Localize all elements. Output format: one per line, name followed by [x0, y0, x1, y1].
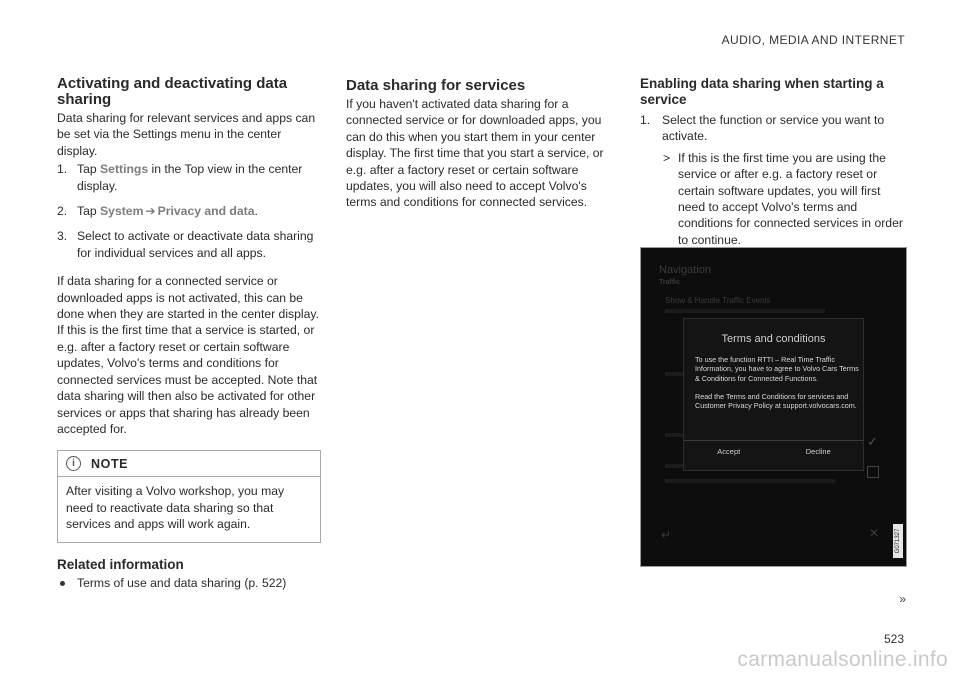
- info-paragraph: If data sharing for a connected service or downloaded apps is not activated, this can be done when they are started in the center display. If this is the first time that a service is started, or e.g. after a factory reset or certain software updates, Volvo's terms and conditions for connected services must be accepted. Note that data sharing will then also be activated for other services or apps that sharing has already been accepted for.: [57, 274, 319, 436]
- terms-dialog: [683, 318, 864, 471]
- column-activating: [57, 76, 321, 591]
- step-3: 3. Select to activate or deactivate data sharing for individual services and all apps.: [57, 229, 314, 260]
- bullet-icon: [60, 581, 65, 586]
- column-enabling: [640, 76, 908, 248]
- bg-subheading: Traffic: [659, 279, 681, 286]
- note-title: NOTE: [91, 456, 129, 471]
- section-title-activating: Activating and deactivating data sharing: [57, 75, 288, 108]
- image-code-label: G071327: [893, 524, 903, 558]
- enabling-steps: [640, 112, 908, 248]
- steps-list: [57, 161, 321, 261]
- page-number: 523: [883, 632, 904, 646]
- section-header: AUDIO, MEDIA AND INTERNET: [721, 33, 905, 47]
- watermark: carmanualsonline.info: [737, 648, 948, 671]
- step-1: 1. Tap Settings in the Top view in the center display.: [57, 162, 303, 193]
- next-page-icon: »: [899, 592, 904, 606]
- system-ui-label: System: [100, 204, 144, 219]
- settings-ui-label: Settings: [100, 162, 149, 177]
- dialog-separator: [684, 440, 863, 441]
- step-result: > If this is the first time you are using the service or after e.g. a factory reset or certain software updates, you will first need to accept Volvo's terms and conditions for connected services in order to continue.: [663, 150, 903, 247]
- related-title: Related information: [57, 556, 184, 572]
- info-icon: i: [66, 456, 81, 471]
- checkbox-icon: [867, 466, 879, 478]
- privacy-ui-label: Privacy and data: [157, 204, 255, 219]
- note-box: [57, 450, 321, 542]
- enabling-step-1: 1. Select the function or service you want to activate.: [640, 113, 885, 144]
- related-information: [57, 557, 321, 591]
- lead-paragraph: Data sharing for relevant services and apps can be set via the Settings menu in the center display.: [57, 111, 316, 158]
- section-title-services: Data sharing for services: [346, 77, 526, 94]
- services-paragraph: If you haven't activated data sharing for a connected service or for downloaded apps, you can do this when you start them in your center display. The first time that you start a service, or e.g. after a factory reset or certain software updates, you will also need to accept Volvo's terms and conditions for connected services.: [346, 97, 604, 210]
- related-link[interactable]: Terms of use and data sharing (p. 522): [57, 575, 321, 591]
- bg-item: Show & Handle Traffic Events: [665, 296, 771, 305]
- note-header: [58, 451, 320, 477]
- close-icon: ✕: [869, 526, 880, 540]
- decline-button[interactable]: Decline: [805, 447, 831, 456]
- arrow-right-icon: ➔: [145, 204, 156, 219]
- section-title-enabling: Enabling data sharing when starting a service: [640, 76, 884, 107]
- center-display-image: [640, 247, 907, 567]
- column-data-sharing: [346, 78, 608, 211]
- checkmark-icon: ✓: [867, 434, 878, 449]
- dialog-title: Terms and conditions: [721, 333, 826, 345]
- result-marker: >: [663, 150, 671, 165]
- note-body: After visiting a Volvo workshop, you may need to reactivate data sharing so that services and apps will work again.: [66, 484, 285, 532]
- dialog-text: To use the function RTTI – Real Time Traffic Information, you have to agree to Volvo Cars Terms & Conditions for Connected Functions. Read the Terms and Conditions for services and Customer Privacy Policy at support.volvocars.com.: [695, 355, 859, 411]
- related-list: [57, 575, 321, 591]
- bg-heading: Navigation: [659, 264, 711, 276]
- bg-line: [665, 479, 835, 483]
- back-icon: ↵: [661, 528, 672, 542]
- accept-button[interactable]: Accept: [717, 447, 741, 456]
- bg-line: [665, 309, 825, 313]
- step-2: 2. Tap System ➔ Privacy and data.: [57, 204, 258, 219]
